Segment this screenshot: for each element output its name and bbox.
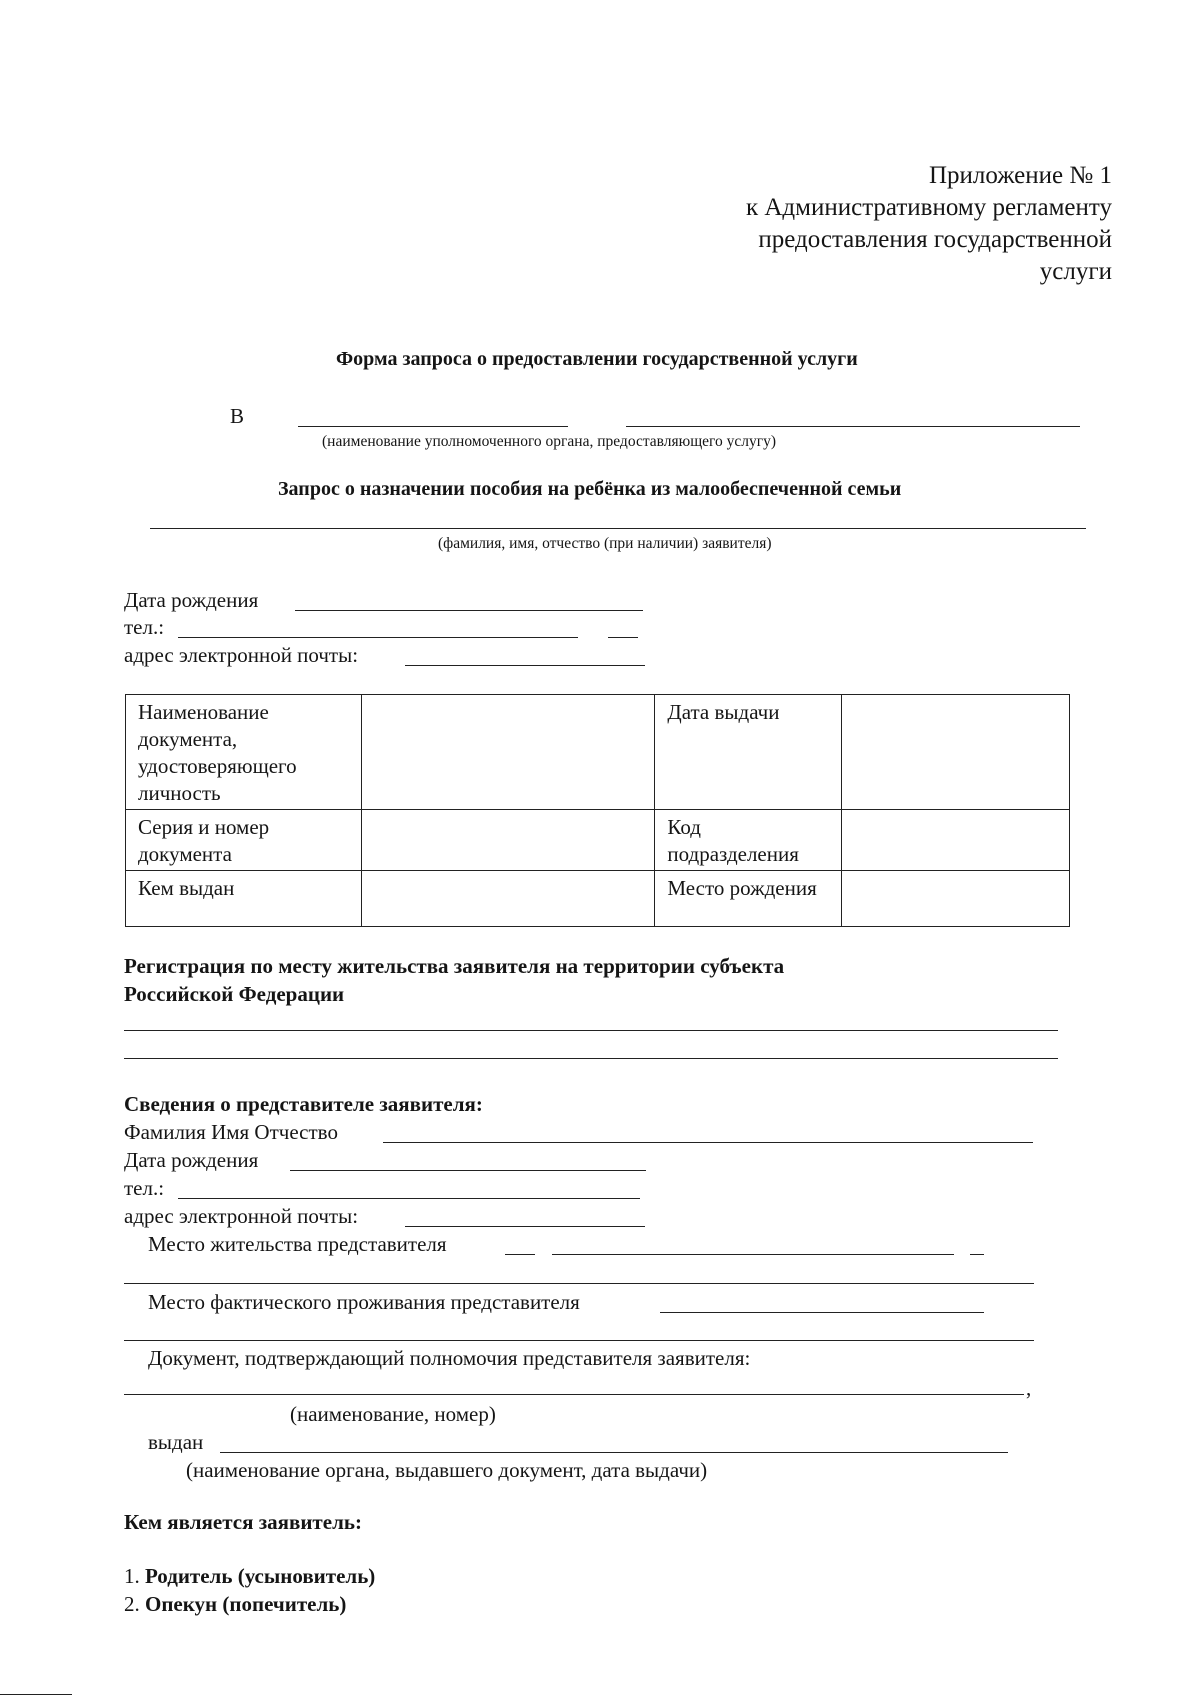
rep-actual-field-2-tail[interactable]: [1020, 1340, 1034, 1341]
appendix-header: [746, 160, 1112, 288]
rep-birth-field[interactable]: [290, 1170, 646, 1171]
birth-place-cell[interactable]: [842, 871, 1070, 927]
rep-actual-field-2[interactable]: [124, 1340, 1034, 1341]
birth-place-label: Место рождения: [655, 871, 842, 927]
authority-field-part2[interactable]: [626, 426, 1080, 427]
rep-residence-field-b[interactable]: [552, 1254, 954, 1255]
applicant-name-field[interactable]: [150, 528, 1086, 529]
option-label: Опекун (попечитель): [145, 1592, 347, 1616]
registration-field-1[interactable]: [124, 1030, 1058, 1031]
rep-doc-label: Документ, подтверждающий полномочия представителя заявителя:: [148, 1346, 751, 1370]
issue-date-label: Дата выдачи: [655, 695, 842, 810]
id-doc-name-label: Наименование документа, удостоверяющего личность: [126, 695, 362, 810]
applicant-type-title: Кем является заявитель:: [124, 1510, 362, 1534]
rep-fio-field[interactable]: [383, 1142, 1033, 1143]
rep-email-label: адрес электронной почты:: [124, 1204, 359, 1228]
option-number: 1.: [124, 1564, 140, 1588]
table-row: [126, 695, 1070, 810]
rep-issued-caption: (наименование органа, выдавшего документ, дата выдачи): [186, 1458, 708, 1482]
division-code-label: Код подразделения: [655, 810, 842, 871]
representative-title: Сведения о представителе заявителя:: [124, 1092, 483, 1116]
applicant-phone-field[interactable]: [178, 637, 578, 638]
appendix-line-2: к Административному регламенту: [745, 194, 1112, 221]
registration-title-line-2: Российской Федерации: [124, 982, 345, 1006]
rep-actual-field[interactable]: [660, 1312, 984, 1313]
rep-phone-label: тел.:: [124, 1176, 165, 1200]
to-prefix: В: [230, 404, 245, 428]
rep-doc-comma: ,: [1026, 1376, 1032, 1400]
rep-doc-field[interactable]: [124, 1394, 1024, 1395]
authority-field-part1[interactable]: [298, 426, 568, 427]
applicant-birth-label: Дата рождения: [124, 588, 259, 612]
rep-phone-field[interactable]: [178, 1198, 640, 1199]
table-row: [126, 871, 1070, 927]
rep-email-field[interactable]: [405, 1226, 645, 1227]
applicant-birth-field[interactable]: [295, 610, 643, 611]
series-number-cell[interactable]: [361, 810, 655, 871]
rep-fio-label: Фамилия Имя Отчество: [124, 1120, 338, 1144]
issued-by-label: Кем выдан: [126, 871, 362, 927]
rep-residence-field-a[interactable]: [505, 1254, 535, 1255]
registration-field-2[interactable]: [124, 1058, 1058, 1059]
rep-doc-caption: (наименование, номер): [290, 1402, 496, 1426]
rep-actual-label: Место фактического проживания представителя: [148, 1290, 580, 1314]
appendix-line-3: предоставления государственной: [758, 226, 1112, 253]
rep-residence-field-2[interactable]: [124, 1283, 1034, 1284]
rep-issued-label: выдан: [148, 1430, 204, 1454]
applicant-type-option-2[interactable]: [124, 1590, 346, 1618]
identity-document-table: [125, 694, 1070, 927]
id-doc-name-cell[interactable]: [361, 695, 655, 810]
authority-caption: (наименование уполномоченного органа, предоставляющего услугу): [322, 433, 777, 450]
rep-issued-field[interactable]: [220, 1452, 1008, 1453]
applicant-name-caption: (фамилия, имя, отчество (при наличии) заявителя): [438, 535, 772, 552]
table-row: [126, 810, 1070, 871]
applicant-phone-field-tail[interactable]: [608, 637, 638, 638]
rep-birth-label: Дата рождения: [124, 1148, 259, 1172]
rep-residence-label: Место жительства представителя: [148, 1232, 447, 1256]
option-label: Родитель (усыновитель): [145, 1564, 376, 1588]
applicant-phone-label: тел.:: [124, 615, 165, 639]
rep-residence-field-c[interactable]: [970, 1254, 984, 1255]
applicant-type-option-1[interactable]: [124, 1562, 375, 1590]
applicant-email-label: адрес электронной почты:: [124, 643, 359, 667]
series-number-label: Серия и номер документа: [126, 810, 362, 871]
issued-by-cell[interactable]: [361, 871, 655, 927]
registration-title-line-1: Регистрация по месту жительства заявителя на территории субъекта: [124, 954, 785, 978]
appendix-line-4: услуги: [1039, 258, 1112, 285]
appendix-line-1: Приложение № 1: [928, 162, 1112, 189]
option-number: 2.: [124, 1592, 140, 1616]
division-code-cell[interactable]: [842, 810, 1070, 871]
request-title: Запрос о назначении пособия на ребёнка из малообеспеченной семьи: [278, 478, 902, 500]
footer-rule: [0, 1694, 72, 1695]
applicant-email-field[interactable]: [405, 665, 645, 666]
issue-date-cell[interactable]: [842, 695, 1070, 810]
form-title: Форма запроса о предоставлении государственной услуги: [336, 348, 858, 370]
